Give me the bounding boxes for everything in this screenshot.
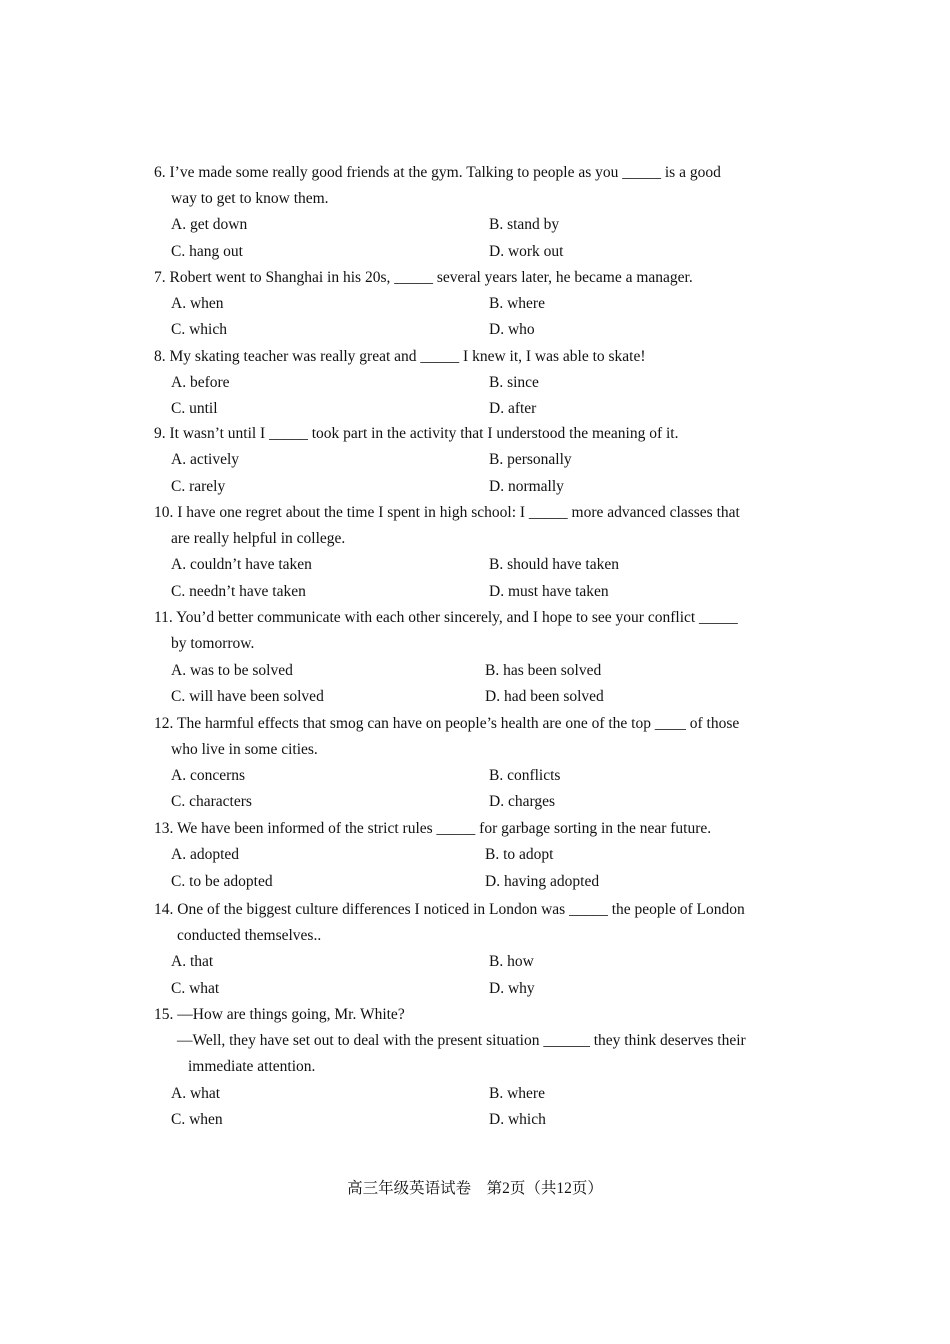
question-7-option-a: A. when <box>171 295 224 312</box>
question-10-option-c: C. needn’t have taken <box>171 583 306 600</box>
page-footer: 高三年级英语试卷 第2页（共12页） <box>347 1180 603 1197</box>
question-11-line-2: by tomorrow. <box>171 635 255 652</box>
question-8-option-c: C. until <box>171 400 218 417</box>
question-14-option-b: B. how <box>489 953 534 970</box>
question-14-option-d: D. why <box>489 980 535 997</box>
question-15-line-1: 15. —How are things going, Mr. White? <box>154 1006 405 1023</box>
question-9-option-c: C. rarely <box>171 478 226 495</box>
question-6-line-2: way to get to know them. <box>171 190 329 207</box>
question-12-line-2: who live in some cities. <box>171 741 318 758</box>
question-10-option-d: D. must have taken <box>489 583 609 600</box>
question-15-option-b: B. where <box>489 1085 545 1102</box>
question-14-line-1: 14. One of the biggest culture differences I noticed in London was _____ the people of London <box>154 901 745 918</box>
question-12-option-d: D. charges <box>489 793 555 810</box>
question-15-option-a: A. what <box>171 1085 221 1102</box>
question-6-line-1: 6. I’ve made some really good friends at the gym. Talking to people as you _____ is a good <box>154 164 721 181</box>
question-9-line-1: 9. It wasn’t until I _____ took part in the activity that I understood the meaning of it. <box>154 425 679 442</box>
question-11-line-1: 11. You’d better communicate with each other sincerely, and I hope to see your conflict _____ <box>154 609 738 626</box>
question-13-line-1: 13. We have been informed of the strict rules _____ for garbage sorting in the near future. <box>154 820 712 837</box>
question-10-option-b: B. should have taken <box>489 556 620 573</box>
question-7-option-b: B. where <box>489 295 545 312</box>
question-15-line-3: immediate attention. <box>188 1058 316 1075</box>
question-9-option-a: A. actively <box>171 451 240 468</box>
question-14-option-c: C. what <box>171 980 220 997</box>
question-7-option-d: D. who <box>489 321 535 338</box>
question-15-line-2: —Well, they have set out to deal with the present situation ______ they think deserves their <box>177 1032 746 1049</box>
question-13-option-c: C. to be adopted <box>171 873 273 890</box>
question-8-option-a: A. before <box>171 374 230 391</box>
question-10-option-a: A. couldn’t have taken <box>171 556 312 573</box>
question-6-option-b: B. stand by <box>489 216 560 233</box>
question-12-option-c: C. characters <box>171 793 252 810</box>
question-8-line-1: 8. My skating teacher was really great and _____ I knew it, I was able to skate! <box>154 348 646 365</box>
question-11-option-d: D. had been solved <box>485 688 604 705</box>
question-7-line-1: 7. Robert went to Shanghai in his 20s, _____ several years later, he became a manager. <box>154 269 693 286</box>
question-11-option-a: A. was to be solved <box>171 662 293 679</box>
question-8-option-d: D. after <box>489 400 537 417</box>
question-8-option-b: B. since <box>489 374 539 391</box>
question-15-option-c: C. when <box>171 1111 223 1128</box>
question-13-option-d: D. having adopted <box>485 873 600 890</box>
question-14-line-2: conducted themselves.. <box>177 927 322 944</box>
question-6-option-d: D. work out <box>489 243 564 260</box>
question-10-line-1: 10. I have one regret about the time I spent in high school: I _____ more advanced classes that <box>154 504 740 521</box>
question-15-option-d: D. which <box>489 1111 546 1128</box>
question-12-line-1: 12. The harmful effects that smog can have on people’s health are one of the top ____ of those <box>154 715 740 732</box>
question-6-option-c: C. hang out <box>171 243 243 260</box>
question-9-option-b: B. personally <box>489 451 572 468</box>
question-9-option-d: D. normally <box>489 478 564 495</box>
question-10-line-2: are really helpful in college. <box>171 530 346 547</box>
question-11-option-b: B. has been solved <box>485 662 602 679</box>
question-11-option-c: C. will have been solved <box>171 688 324 705</box>
question-13-option-b: B. to adopt <box>485 846 554 863</box>
question-14-option-a: A. that <box>171 953 214 970</box>
question-12-option-a: A. concerns <box>171 767 246 784</box>
question-6-option-a: A. get down <box>171 216 248 233</box>
question-12-option-b: B. conflicts <box>489 767 561 784</box>
question-7-option-c: C. which <box>171 321 227 338</box>
question-13-option-a: A. adopted <box>171 846 240 863</box>
